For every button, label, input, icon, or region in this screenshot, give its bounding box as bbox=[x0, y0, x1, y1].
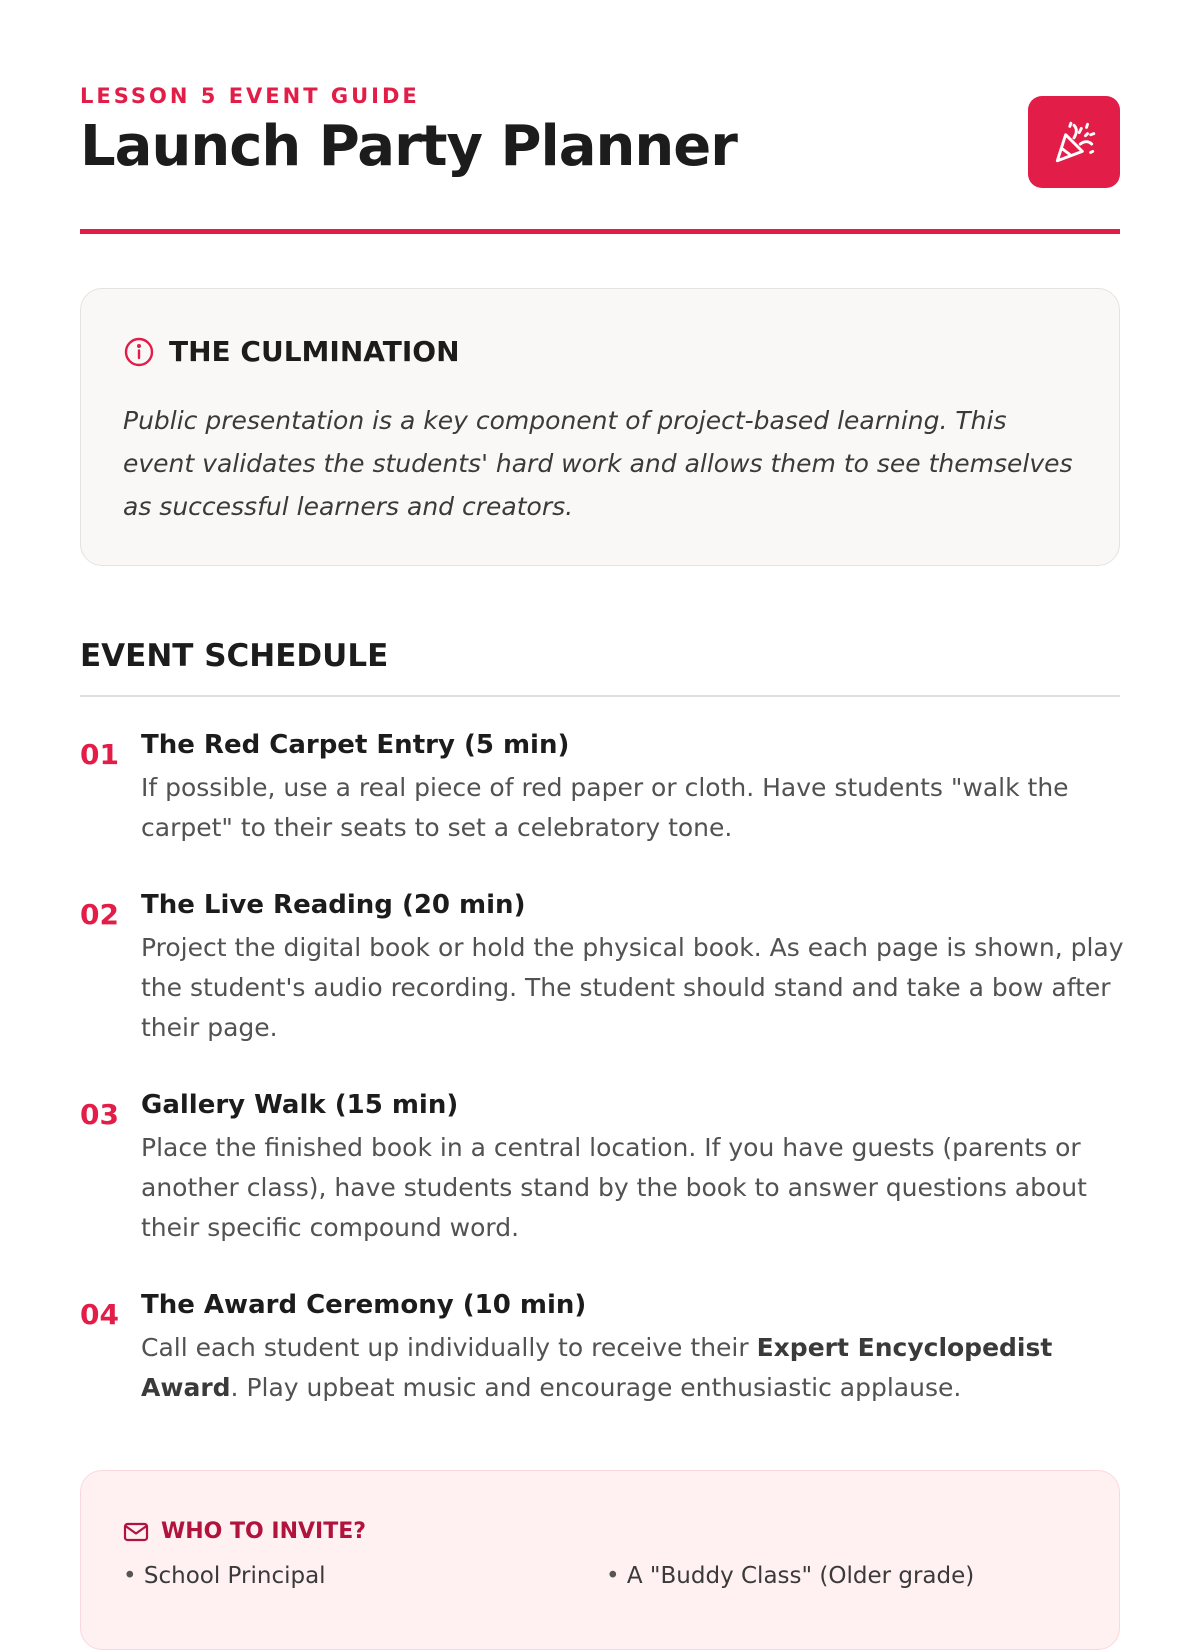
invite-list-item bbox=[606, 1563, 974, 1589]
culmination-callout bbox=[80, 288, 1120, 566]
page-header bbox=[80, 80, 1120, 235]
bullet: • bbox=[123, 1563, 137, 1589]
invite-header bbox=[123, 1519, 366, 1544]
schedule-item-title: The Live Reading (20 min) bbox=[141, 890, 526, 920]
award-text-before: Call each student up individually to receive their bbox=[141, 1333, 757, 1362]
lesson-eyebrow: LESSON 5 EVENT GUIDE bbox=[80, 84, 420, 108]
schedule-item-title: Gallery Walk (15 min) bbox=[141, 1090, 459, 1120]
invite-item-label: School Principal bbox=[143, 1563, 326, 1589]
schedule-item-title: The Award Ceremony (10 min) bbox=[141, 1290, 587, 1320]
schedule-item-description: Project the digital book or hold the physical book. As each page is shown, play the student's audio recording. The student should stand and take a bow after their page. bbox=[141, 933, 1124, 1042]
schedule-item-number: 02 bbox=[80, 898, 119, 931]
award-text-after: . Play upbeat music and encourage enthusiastic applause. bbox=[230, 1373, 962, 1402]
callout-header bbox=[123, 335, 460, 368]
schedule-item-number: 04 bbox=[80, 1298, 119, 1331]
party-popper-icon bbox=[1049, 117, 1099, 167]
schedule-item-number: 03 bbox=[80, 1098, 119, 1131]
invite-item-label: A "Buddy Class" (Older grade) bbox=[626, 1563, 975, 1589]
schedule-item-description: Place the finished book in a central location. If you have guests (parents or another class), have students stand by the book to answer questions about their specific compound word. bbox=[141, 1133, 1087, 1242]
mail-icon bbox=[123, 1521, 149, 1543]
schedule-item-title: The Red Carpet Entry (5 min) bbox=[141, 730, 570, 760]
callout-body: Public presentation is a key component of project-based learning. This event validates the students' hard work and allows them to see themselves as successful learners and creators. bbox=[123, 406, 1073, 521]
party-badge bbox=[1028, 96, 1120, 188]
schedule-heading: EVENT SCHEDULE bbox=[80, 638, 389, 674]
invite-box bbox=[80, 1470, 1120, 1650]
schedule-item-description bbox=[141, 1328, 1126, 1408]
invite-title: WHO TO INVITE? bbox=[161, 1519, 367, 1544]
invite-list-item bbox=[123, 1563, 326, 1589]
info-icon bbox=[123, 336, 155, 368]
callout-title: THE CULMINATION bbox=[169, 335, 460, 368]
page-title: Launch Party Planner bbox=[80, 114, 737, 179]
schedule-item-number: 01 bbox=[80, 738, 119, 771]
award-name: Expert Encyclopedist Award bbox=[141, 1333, 1053, 1402]
header-divider bbox=[80, 229, 1120, 234]
schedule-item-description: If possible, use a real piece of red paper or cloth. Have students "walk the carpet" to their seats to set a celebratory tone. bbox=[141, 773, 1069, 842]
schedule-divider bbox=[80, 695, 1120, 697]
bullet: • bbox=[606, 1563, 620, 1589]
